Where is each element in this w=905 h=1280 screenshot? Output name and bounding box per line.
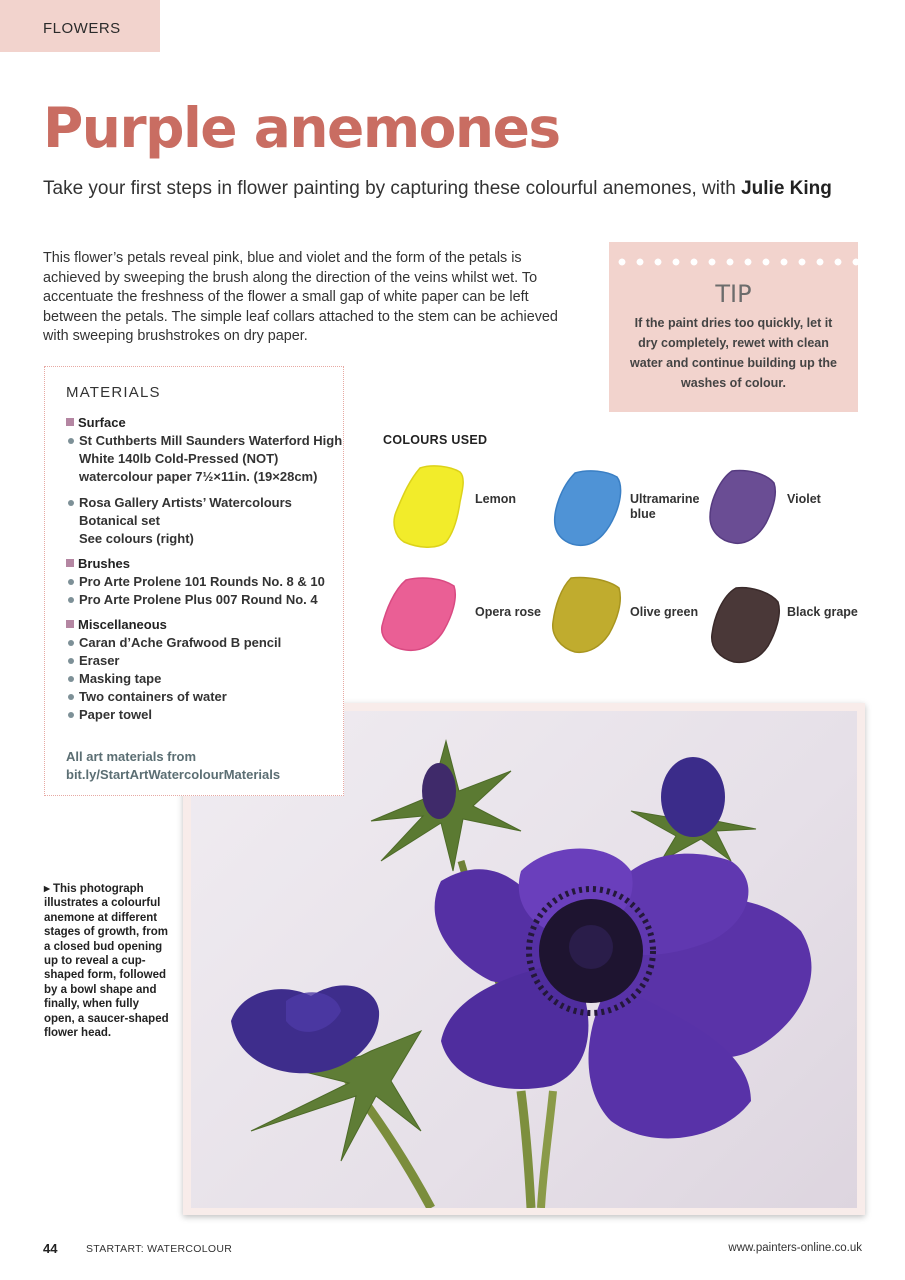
material-item-text: Pro Arte Prolene 101 Rounds No. 8 & 10	[79, 574, 325, 589]
category-square-icon	[66, 620, 74, 628]
material-item	[66, 591, 343, 609]
colours-heading: COLOURS USED	[383, 433, 488, 447]
swatch-ultramarine-blob	[551, 467, 625, 549]
material-item	[66, 634, 343, 652]
section-label: FLOWERS	[43, 20, 121, 37]
swatch-opera-rose-blob	[378, 574, 460, 654]
material-item-text: Two containers of water	[79, 689, 227, 704]
open-flower	[435, 849, 812, 1139]
material-item-note: See colours (right)	[79, 531, 194, 546]
material-item	[66, 494, 343, 548]
swatch-black-grape-blob	[708, 584, 784, 666]
stem	[541, 1091, 553, 1208]
tip-title: TIP	[715, 280, 752, 308]
materials-source	[66, 748, 343, 784]
swatch-paint-shape	[394, 466, 463, 547]
article-title: Purple anemones	[43, 96, 560, 160]
swatch-paint-shape	[553, 577, 621, 652]
tip-body: If the paint dries too quickly, let it dry completely, rewet with clean water and continue building up the washes of colour.	[630, 316, 837, 390]
category-label: Miscellaneous	[78, 617, 167, 632]
subtitle-text: Take your first steps in flower painting by capturing these colourful anemones, with	[43, 178, 742, 199]
author-name: Julie King	[741, 178, 832, 199]
materials-heading: MATERIALS	[66, 384, 161, 401]
tip-dots-decoration	[609, 258, 858, 266]
stem	[521, 1091, 531, 1208]
materials-category-brushes	[66, 555, 343, 573]
material-item-text: St Cuthberts Mill Saunders Waterford High White 140lb Cold-Pressed (NOT) watercolour paper 7½×11in. (19×28cm)	[79, 433, 343, 484]
footer-url[interactable]: www.painters-online.co.uk	[728, 1242, 862, 1254]
category-label: Surface	[78, 415, 126, 430]
bullet-dot-icon	[68, 579, 74, 585]
material-item	[66, 573, 343, 591]
intro-paragraph: This flower’s petals reveal pink, blue and violet and the form of the petals is achieved by sweeping the brush along the direction of the veins whilst wet. To accentuate the freshness of the flower a small gap of white paper can be left between the petals. The simple leaf collars attached to the stem can be achieved with sweeping brushstrokes on dry paper.	[43, 250, 558, 345]
page-number: 44	[43, 1241, 58, 1256]
bullet-dot-icon	[68, 438, 74, 444]
swatch-olive-green-blob	[549, 574, 625, 656]
swatch-label-ultramarine: Ultramarine blue	[630, 492, 700, 521]
material-item	[66, 688, 343, 706]
swatch-paint-shape	[712, 588, 780, 663]
category-square-icon	[66, 559, 74, 567]
category-label: Brushes	[78, 556, 131, 571]
swatch-paint-shape	[382, 578, 456, 650]
material-item	[66, 652, 343, 670]
materials-source-link[interactable]: bit.ly/StartArtWatercolourMaterials	[66, 767, 281, 782]
swatch-label-violet: Violet	[787, 492, 821, 506]
bullet-dot-icon	[68, 597, 74, 603]
material-item	[66, 706, 343, 724]
tip-box	[609, 242, 858, 412]
bullet-dot-icon	[68, 694, 74, 700]
flower-bud	[661, 757, 725, 837]
section-tab	[0, 0, 160, 52]
swatch-label-lemon: Lemon	[475, 492, 516, 506]
bullet-dot-icon	[68, 676, 74, 682]
material-item-text: Pro Arte Prolene Plus 007 Round No. 4	[79, 592, 318, 607]
materials-category-surface	[66, 414, 343, 432]
swatch-label-olive-green: Olive green	[630, 605, 699, 619]
bullet-dot-icon	[68, 500, 74, 506]
material-item	[66, 670, 343, 688]
flower-bud	[422, 763, 456, 819]
swatch-lemon-blob	[390, 462, 470, 552]
bullet-dot-icon	[68, 658, 74, 664]
swatch-label-opera-rose: Opera rose	[475, 605, 542, 619]
article-subtitle	[43, 178, 832, 200]
material-item-text: Paper towel	[79, 707, 152, 722]
bullet-dot-icon	[68, 712, 74, 718]
swatch-violet-blob	[706, 467, 780, 547]
swatch-label-black-grape: Black grape	[787, 605, 858, 619]
swatch-paint-shape	[555, 471, 621, 545]
bullet-dot-icon	[68, 640, 74, 646]
material-item-text: Rosa Gallery Artists’ Watercolours Botanical set	[79, 495, 292, 528]
magazine-name: STARTART: WATERCOLOUR	[86, 1243, 233, 1255]
material-item	[66, 432, 343, 486]
swatch-paint-shape	[710, 471, 775, 544]
category-square-icon	[66, 418, 74, 426]
material-item-text: Eraser	[79, 653, 120, 668]
material-item-text: Caran d’Ache Grafwood B pencil	[79, 635, 282, 650]
materials-source-text: All art materials from	[66, 749, 197, 764]
material-item-text: Masking tape	[79, 671, 162, 686]
materials-box	[44, 366, 344, 796]
photo-caption: ▸ This photograph illustrates a colourful anemone at different stages of growth, from a closed bud opening up to reveal a cup-shaped form, followed by a bowl shape and finally, when fully open, a saucer-shaped flower head.	[44, 883, 169, 1040]
materials-category-misc	[66, 616, 343, 634]
